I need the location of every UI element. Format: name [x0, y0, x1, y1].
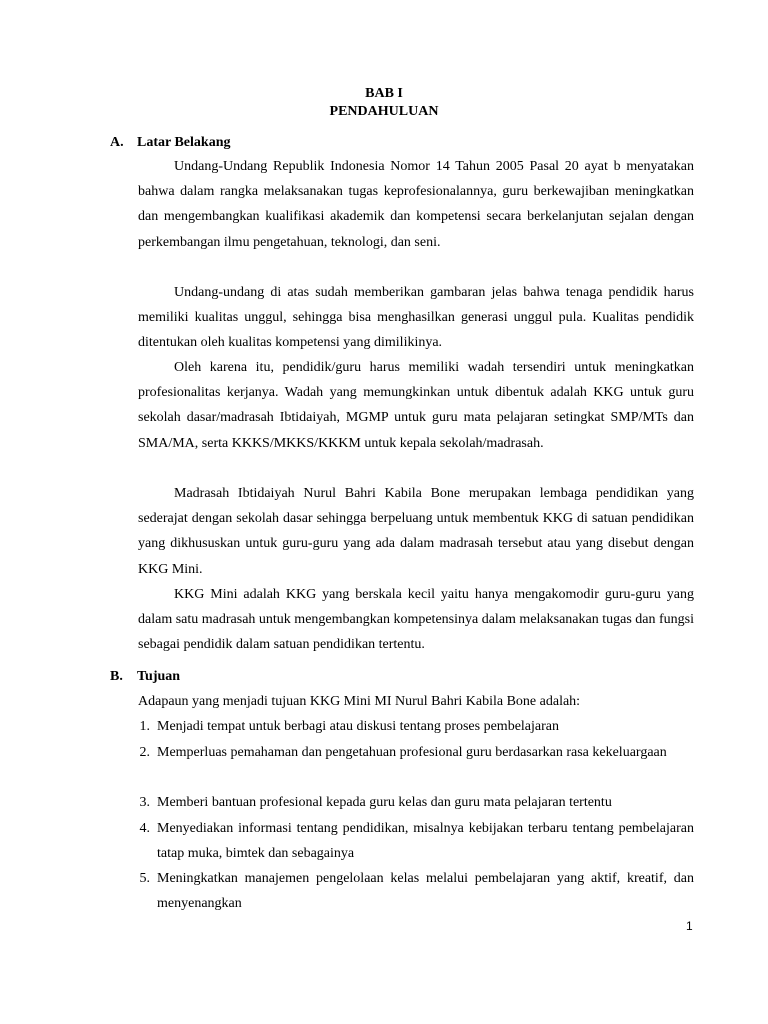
list-number: 2.	[139, 745, 150, 760]
list-item	[124, 740, 694, 765]
section-b-letter: B.	[110, 669, 123, 684]
section-a-heading	[110, 135, 230, 151]
section-b-title: Tujuan	[137, 669, 181, 684]
list-text: Meningkatkan manajemen pengelolaan kelas melalui pembelajaran yang aktif, kreatif, dan menyenangkan	[157, 871, 694, 912]
list-text: Menyediakan informasi tentang pendidikan, misalnya kebijakan terbaru tentang pembelajaran tatap muka, bimtek dan sebagainya	[157, 821, 694, 862]
paragraph: Undang-Undang Republik Indonesia Nomor 14 Tahun 2005 Pasal 20 ayat b menyatakan bahwa dalam rangka melaksanakan tugas keprofesionalannya, guru berkewajiban meningkatkan dan mengembangkan kualifikasi akademik dan kompetensi secara berkelanjutan sejalan dengan perkembangan ilmu pengetahuan, teknologi, dan seni.	[138, 159, 694, 250]
page-number: 1	[686, 919, 693, 933]
paragraph: Undang-undang di atas sudah memberikan gambaran jelas bahwa tenaga pendidik harus memiliki kualitas unggul, sehingga bisa menghasilkan generasi unggul pula. Kualitas pendidik ditentukan oleh kualitas kompetensi yang dimilikinya.	[138, 285, 694, 351]
list-text: Menjadi tempat untuk berbagi atau diskusi tentang proses pembelajaran	[157, 719, 559, 734]
list-item	[124, 816, 694, 866]
paragraph: Oleh karena itu, pendidik/guru harus memiliki wadah tersendiri untuk meningkatkan profesionalitas kerjanya. Wadah yang memungkinkan untuk dibentuk adalah KKG untuk guru sekolah dasar/madrasah Ibtidaiyah, MGMP untuk guru mata pelajaran setingkat SMP/MTs dan SMA/MA, serta KKKS/MKKS/KKKM untuk kepala sekolah/madrasah.	[138, 360, 694, 451]
list-item	[124, 866, 694, 916]
chapter-label: BAB I	[365, 86, 403, 101]
section-b-intro: Adapaun yang menjadi tujuan KKG Mini MI Nurul Bahri Kabila Bone adalah:	[138, 694, 581, 709]
paragraph: Madrasah Ibtidaiyah Nurul Bahri Kabila Bone merupakan lembaga pendidikan yang sederajat dengan sekolah dasar sehingga berpeluang untuk membentuk KKG di satuan pendidikan yang dikhususkan untuk guru-guru yang ada dalam madrasah tersebut atau yang disebut dengan KKG Mini.	[138, 486, 694, 577]
list-number: 5.	[139, 871, 150, 886]
list-item	[124, 790, 694, 815]
section-b-heading	[110, 669, 180, 685]
chapter-title: PENDAHULUAN	[329, 104, 439, 119]
list-text: Memberi bantuan profesional kepada guru kelas dan guru mata pelajaran tertentu	[157, 795, 612, 810]
list-number: 4.	[139, 821, 150, 836]
section-a-letter: A.	[110, 135, 124, 150]
section-a-title: Latar Belakang	[137, 135, 231, 150]
list-item	[124, 714, 694, 739]
paragraph: KKG Mini adalah KKG yang berskala kecil yaitu hanya mengakomodir guru-guru yang dalam satu madrasah untuk mengembangkan kompetensinya dalam melaksanakan tugas dan fungsi sebagai pendidik dalam satuan pendidikan tertentu.	[138, 587, 694, 653]
list-number: 3.	[139, 795, 150, 810]
list-number: 1.	[139, 719, 150, 734]
list-text: Memperluas pemahaman dan pengetahuan profesional guru berdasarkan rasa kekeluargaan	[157, 745, 667, 760]
